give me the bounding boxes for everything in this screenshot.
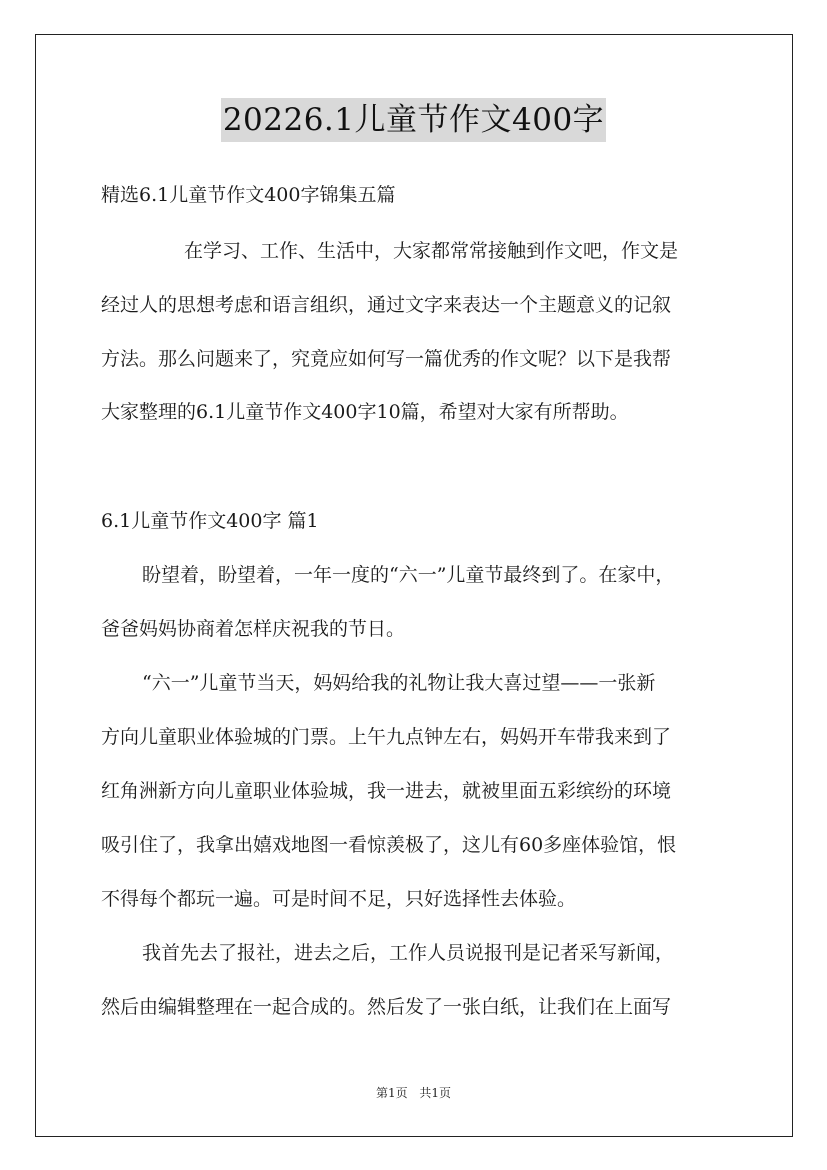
body-line: 吸引住了，我拿出嬉戏地图一看惊羡极了，这儿有60多座体验馆，恨 xyxy=(101,834,677,856)
body-line: 方向儿童职业体验城的门票。上午九点钟左右，妈妈开车带我来到了 xyxy=(101,726,672,748)
body-line: “六一”儿童节当天，妈妈给我的礼物让我大喜过望——一张新 xyxy=(142,672,656,694)
body-line: 然后由编辑整理在一起合成的。然后发了一张白纸，让我们在上面写 xyxy=(101,996,672,1018)
page-total: 共1页 xyxy=(419,1086,452,1100)
body-line: 盼望着，盼望着，一年一度的“六一”儿童节最终到了。在家中， xyxy=(142,564,675,586)
subtitle: 精选6.1儿童节作文400字锦集五篇 xyxy=(101,184,396,206)
section-heading: 6.1儿童节作文400字 篇1 xyxy=(101,510,319,532)
intro-line: 大家整理的6.1儿童节作文400字10篇，希望对大家有所帮助。 xyxy=(101,401,629,423)
body-line: 我首先去了报社，进去之后，工作人员说报刊是记者采写新闻， xyxy=(142,942,675,964)
intro-line: 在学习、工作、生活中，大家都常常接触到作文吧，作文是 xyxy=(184,240,679,262)
body-line: 红角洲新方向儿童职业体验城，我一进去，就被里面五彩缤纷的环境 xyxy=(101,780,672,802)
page-footer xyxy=(0,1084,827,1101)
title-area xyxy=(0,98,827,142)
body-line: 不得每个都玩一遍。可是时间不足，只好选择性去体验。 xyxy=(101,888,577,910)
body-line: 爸爸妈妈协商着怎样庆祝我的节日。 xyxy=(101,618,406,640)
page-number: 第1页 xyxy=(375,1086,408,1100)
intro-line: 经过人的思想考虑和语言组织，通过文字来表达一个主题意义的记叙 xyxy=(101,294,672,316)
intro-line: 方法。那么问题来了，究竟应如何写一篇优秀的作文呢？以下是我帮 xyxy=(101,348,672,370)
document-title: 20226.1儿童节作文400字 xyxy=(221,98,606,142)
